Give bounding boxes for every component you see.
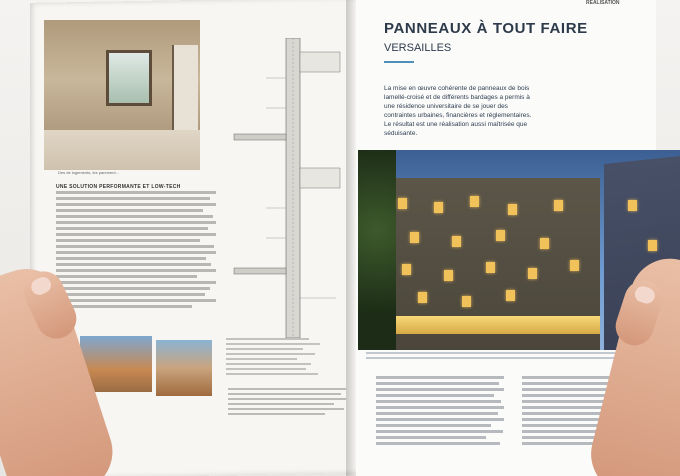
construction-section-drawing (226, 38, 344, 338)
courtyard-photo-small (156, 340, 212, 396)
room-floor (44, 130, 200, 170)
ground-floor-glow (384, 316, 600, 334)
lit-window (628, 200, 637, 211)
tree (358, 150, 396, 350)
article-subtitle: VERSAILLES (384, 42, 452, 54)
section-heading: UNE SOLUTION PERFORMANTE ET LOW-TECH (56, 184, 181, 190)
lit-window (486, 262, 495, 273)
lit-window (410, 232, 419, 243)
thumbnail (29, 274, 54, 297)
lit-window (528, 268, 537, 279)
lit-window (648, 240, 657, 251)
lit-window (540, 238, 549, 249)
lit-window (462, 296, 471, 307)
lit-window (452, 236, 461, 247)
project-credits (228, 388, 346, 418)
article-title: PANNEAUX À TOUT FAIRE (384, 20, 588, 37)
interior-room-photo (44, 20, 200, 170)
accent-rule (384, 61, 414, 63)
lit-window (444, 270, 453, 281)
lit-window (570, 260, 579, 271)
section-tag: RÉALISATION (586, 0, 620, 6)
left-body-text (56, 191, 216, 311)
lit-window (554, 200, 563, 211)
thumbnail (633, 284, 657, 305)
lit-window (434, 202, 443, 213)
article-intro: La mise en œuvre cohérente de panneaux de bois lamellé-croisé et de différents bardages a permis à une résidence universitaire de se jouer des contraintes urbaines, financières et réglementaires. Le résultat est une réalisation aussi maîtrisée que séduisante. (384, 85, 532, 137)
photo-caption: Des de logements, les parement... (58, 170, 119, 175)
room-window (106, 50, 152, 106)
lit-window (506, 290, 515, 301)
lit-window (470, 196, 479, 207)
lit-window (398, 198, 407, 209)
lit-window (508, 204, 517, 215)
text-column (376, 376, 504, 448)
lit-window (402, 264, 411, 275)
drawing-legend (226, 338, 344, 378)
lit-window (418, 292, 427, 303)
lit-window (496, 230, 505, 241)
